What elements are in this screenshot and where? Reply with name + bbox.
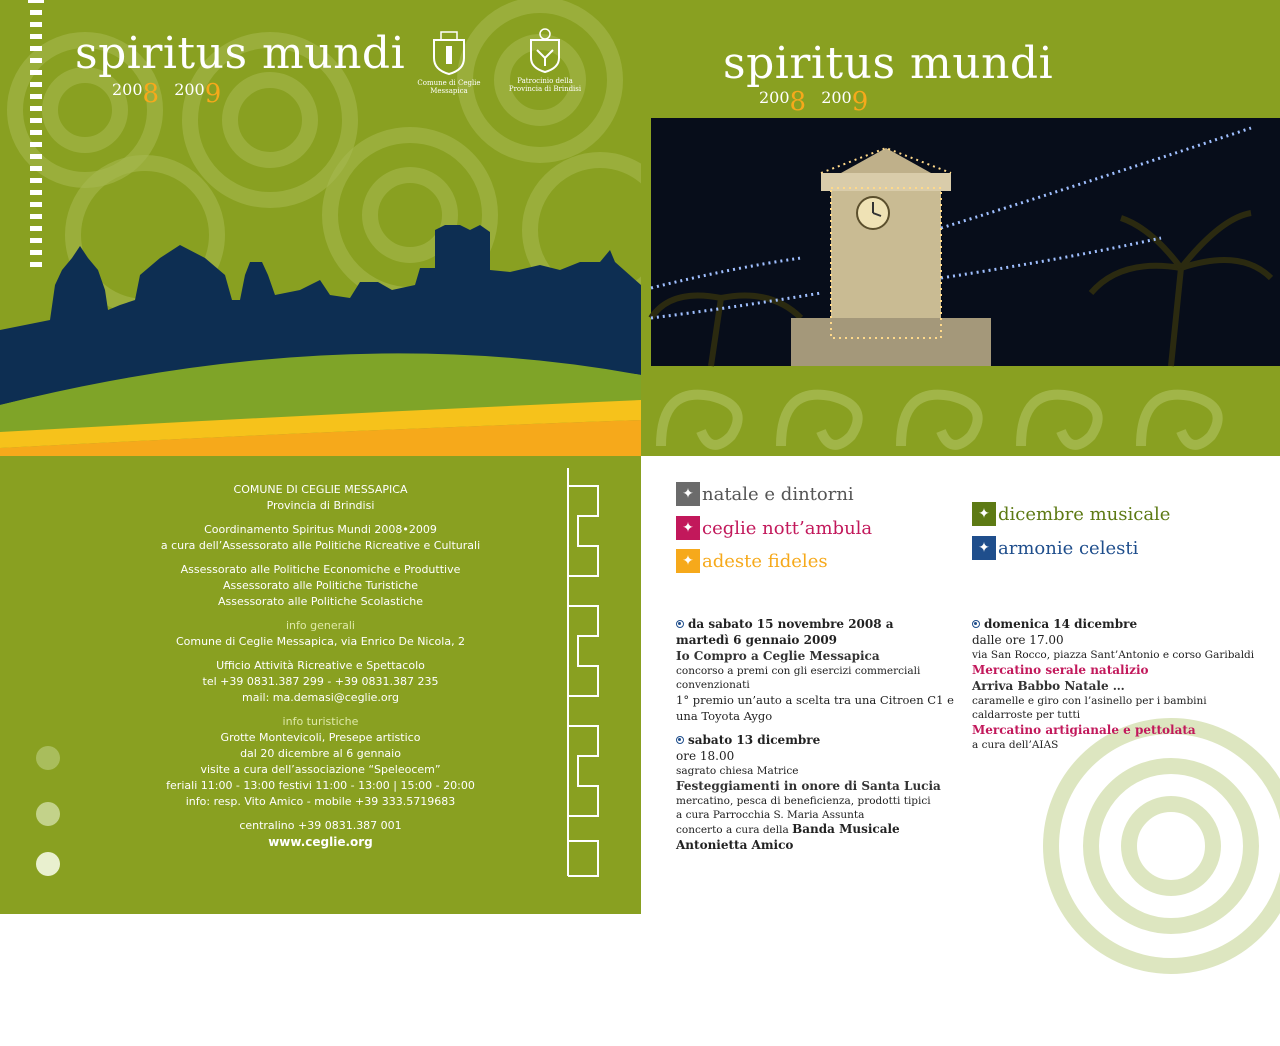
tourist-line2: dal 20 dicembre al 6 gennaio	[240, 747, 401, 760]
event-santa-lucia	[676, 732, 966, 853]
category-natale	[676, 482, 854, 506]
year1-prefix: 200	[112, 80, 143, 99]
info-block	[0, 482, 641, 850]
tourist-line1: Grotte Montevicoli, Presepe artistico	[220, 731, 421, 744]
category-adeste	[676, 549, 828, 573]
event3-title2: Arriva Babbo Natale …	[972, 679, 1125, 693]
tourist-line3: visite a cura dell’associazione “Speleocem”	[200, 763, 441, 776]
event1-desc1: concorso a premi con gli esercizi commerciali convenzionati	[676, 665, 921, 691]
bullet-icon	[972, 620, 980, 628]
category-adeste-label: adeste fideles	[702, 550, 828, 572]
cover-title: spiritus mundi	[75, 28, 406, 79]
event3-title3: Mercatino artigianale e pettolata	[972, 723, 1196, 737]
category-ceglie-icon: ✦	[676, 516, 700, 540]
vertical-credit: iemme comunicazione visiva	[32, 930, 41, 1046]
decor-dot-1	[36, 746, 60, 770]
event2-desc3: concerto a cura della	[676, 824, 793, 836]
program-panel	[641, 456, 1280, 914]
category-dicembre-label: dicembre musicale	[998, 503, 1171, 525]
org-title: COMUNE DI CEGLIE MESSAPICA	[233, 483, 408, 496]
coordination-line2: a cura dell’Assessorato alle Politiche Ricreative e Culturali	[160, 539, 481, 552]
event3-time: dalle ore 17.00	[972, 633, 1064, 647]
org-subtitle: Provincia di Brindisi	[266, 499, 375, 512]
provincia-crest-line1: Patrocinio della	[517, 77, 573, 85]
year1-digit: 8	[789, 87, 807, 117]
ceglie-crest-icon	[428, 30, 470, 76]
category-armonie	[972, 536, 1138, 560]
event3-date: domenica 14 dicembre	[984, 617, 1138, 631]
event3-desc1: caramelle e giro con l’asinello per i bambini	[972, 695, 1207, 707]
cover-years	[112, 72, 222, 109]
info-general-text: Comune di Ceglie Messapica, via Enrico De Nicola, 2	[175, 635, 466, 648]
office-email[interactable]: mail: ma.demasi@ceglie.org	[242, 691, 399, 704]
bullet-icon	[676, 620, 684, 628]
event2-title: Festeggiamenti in onore di Santa Lucia	[676, 779, 941, 793]
event1-date-end: martedì 6 gennaio 2009	[676, 633, 838, 647]
category-adeste-icon: ✦	[676, 549, 700, 573]
event2-date: sabato 13 dicembre	[688, 733, 821, 747]
category-armonie-label: armonie celesti	[998, 537, 1139, 559]
tourist-hours: feriali 11:00 - 13:00 festivi 11:00 - 13:00 | 15:00 - 20:00	[166, 779, 475, 792]
bullet-icon	[676, 736, 684, 744]
decor-dot-3	[36, 852, 60, 876]
photo-panel	[641, 0, 1280, 456]
event2-place: sagrato chiesa Matrice	[676, 765, 799, 777]
category-dicembre-icon: ✦	[972, 502, 996, 526]
provincia-crest-line2: Provincia di Brindisi	[508, 85, 582, 94]
photo-panel-years	[759, 80, 869, 117]
year1-digit: 8	[142, 79, 160, 109]
event2-desc2: a cura Parrocchia S. Maria Assunta	[676, 809, 865, 821]
wave-decoration	[641, 366, 1280, 456]
coordination-line1: Coordinamento Spiritus Mundi 2008•2009	[204, 523, 437, 536]
info-tourist-label: info turistiche	[282, 715, 359, 728]
assessorato-3: Assessorato alle Politiche Scolastiche	[217, 595, 424, 608]
event3-title1: Mercatino serale natalizio	[972, 663, 1149, 677]
event2-band: Banda Musicale	[792, 822, 900, 836]
office-line1: Ufficio Attività Ricreative e Spettacolo	[216, 659, 425, 672]
event3-desc3: a cura dell’AIAS	[972, 739, 1059, 751]
year2-prefix: 200	[174, 80, 205, 99]
event-14-dicembre	[972, 616, 1272, 752]
year2-digit: 9	[851, 87, 869, 117]
tourist-contact: info: resp. Vito Amico - mobile +39 333.5719683	[185, 795, 456, 808]
category-dicembre	[972, 502, 1170, 526]
event3-desc2: caldarroste per tutti	[972, 709, 1081, 721]
year2-digit: 9	[204, 79, 222, 109]
cover-panel	[0, 0, 641, 456]
event1-desc2: 1° premio un’auto a scelta tra una Citroen C1 e	[676, 693, 954, 707]
event1-desc3: una Toyota Aygo	[676, 709, 773, 723]
photo-panel-title: spiritus mundi	[723, 38, 1054, 89]
category-ceglie-label: ceglie nott’ambula	[702, 517, 873, 539]
event2-time: ore 18.00	[676, 749, 735, 763]
category-natale-label: natale e dintorni	[702, 483, 854, 505]
decor-dot-2	[36, 802, 60, 826]
category-ceglie	[676, 516, 872, 540]
assessorato-2: Assessorato alle Politiche Turistiche	[222, 579, 419, 592]
event2-band-name: Antonietta Amico	[676, 838, 794, 852]
ceglie-crest-label: Comune di Ceglie Messapica	[417, 79, 481, 96]
event-io-compro	[676, 616, 966, 724]
category-natale-icon: ✦	[676, 482, 700, 506]
provincia-crest	[505, 28, 585, 94]
year2-prefix: 200	[821, 88, 852, 107]
website-link[interactable]: www.ceglie.org	[268, 835, 373, 849]
assessorato-1: Assessorato alle Politiche Economiche e Produttive	[180, 563, 461, 576]
info-general-label: info generali	[286, 619, 355, 632]
provincia-crest-icon	[527, 28, 563, 74]
event1-date-start: da sabato 15 novembre 2008 a	[688, 617, 894, 631]
event2-desc1: mercatino, pesca di beneficienza, prodotti tipici	[676, 795, 931, 807]
category-armonie-icon: ✦	[972, 536, 996, 560]
year1-prefix: 200	[759, 88, 790, 107]
event3-place: via San Rocco, piazza Sant’Antonio e corso Garibaldi	[972, 649, 1255, 661]
switchboard-phone: centralino +39 0831.387 001	[239, 819, 402, 832]
info-panel	[0, 456, 641, 1046]
ceglie-crest	[402, 30, 496, 96]
office-phone: tel +39 0831.387 299 - +39 0831.387 235	[202, 675, 439, 688]
event1-title: Io Compro a Ceglie Messapica	[676, 649, 880, 663]
clock-tower-photo	[651, 118, 1280, 366]
